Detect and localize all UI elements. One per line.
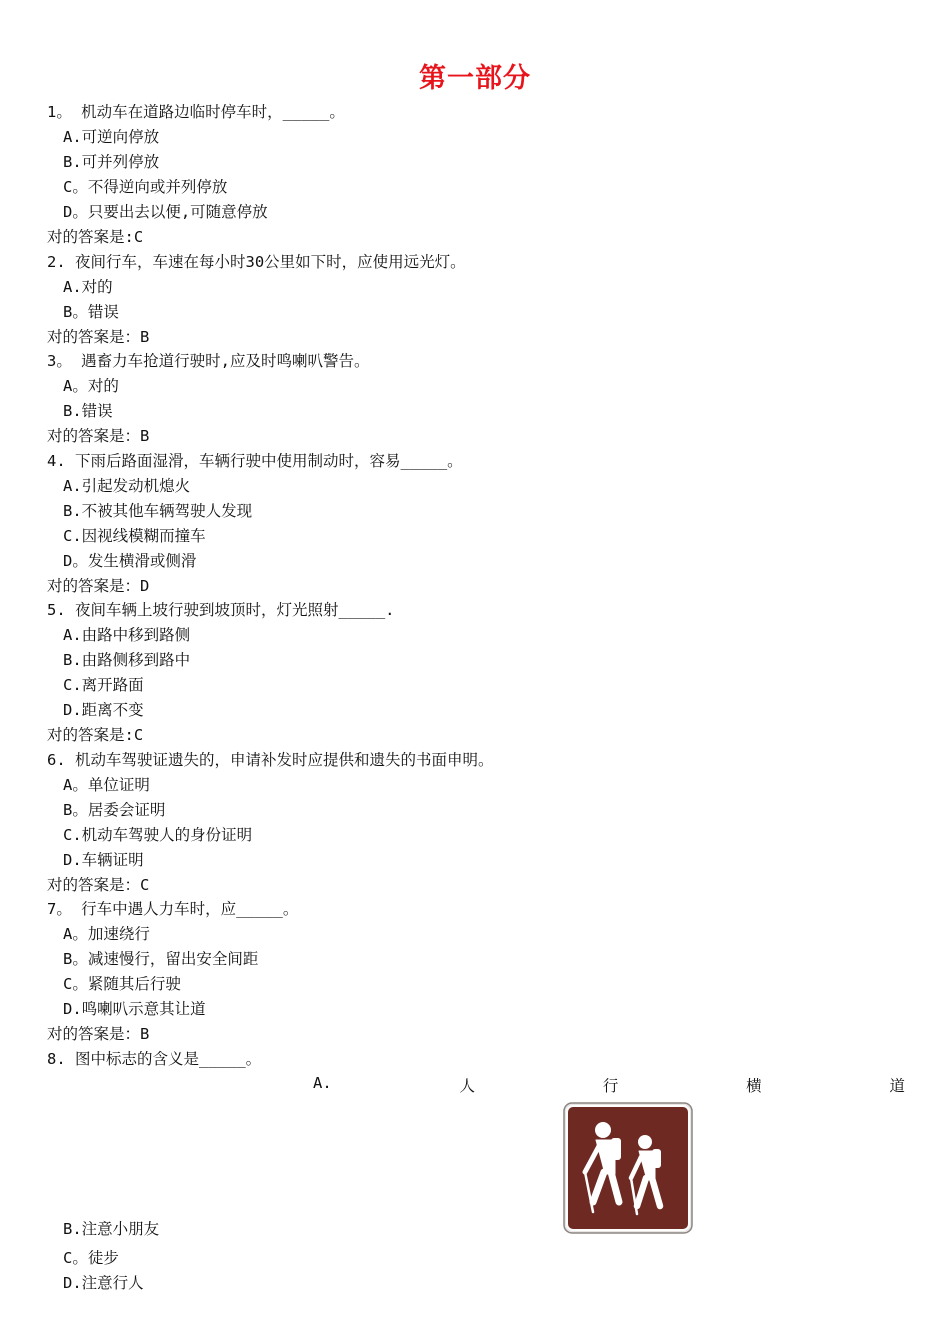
option-2b: B。错误 bbox=[63, 303, 119, 321]
option-5d: D.距离不变 bbox=[63, 701, 144, 719]
option-1a: A.可逆向停放 bbox=[63, 128, 160, 146]
option-8b: B.注意小朋友 bbox=[63, 1220, 160, 1238]
option-8a-part: A. bbox=[313, 1074, 332, 1092]
question-3: 3。 遇畜力车抢道行驶时,应及时鸣喇叭警告。 bbox=[47, 352, 370, 370]
question-8: 8. 图中标志的含义是_____。 bbox=[47, 1050, 262, 1068]
question-4: 4. 下雨后路面湿滑，车辆行驶中使用制动时，容易_____。 bbox=[47, 452, 463, 470]
option-8c: C。徒步 bbox=[63, 1249, 119, 1267]
option-3b: B.错误 bbox=[63, 402, 113, 420]
option-4d: D。发生横滑或侧滑 bbox=[63, 552, 197, 570]
answer-5: 对的答案是:C bbox=[47, 726, 144, 744]
question-5: 5. 夜间车辆上坡行驶到坡顶时，灯光照射_____. bbox=[47, 601, 395, 619]
option-4c: C.因视线模糊而撞车 bbox=[63, 527, 206, 545]
page-title: 第一部分 bbox=[419, 63, 531, 94]
answer-2: 对的答案是：B bbox=[47, 328, 150, 346]
question-1: 1。 机动车在道路边临时停车时，_____。 bbox=[47, 103, 345, 121]
hikers-icon bbox=[563, 1102, 693, 1234]
option-7d: D.鸣喇叭示意其让道 bbox=[63, 1000, 206, 1018]
option-1b: B.可并列停放 bbox=[63, 153, 160, 171]
option-1d: D。只要出去以便,可随意停放 bbox=[63, 203, 268, 221]
option-7b: B。减速慢行，留出安全间距 bbox=[63, 950, 259, 968]
option-6b: B。居委会证明 bbox=[63, 801, 166, 819]
option-8a bbox=[313, 1074, 905, 1094]
option-5a: A.由路中移到路侧 bbox=[63, 626, 191, 644]
question-2: 2. 夜间行车，车速在每小时30公里如下时，应使用远光灯。 bbox=[47, 253, 466, 271]
answer-6: 对的答案是：C bbox=[47, 876, 150, 894]
answer-7: 对的答案是：B bbox=[47, 1025, 150, 1043]
option-2a: A.对的 bbox=[63, 278, 113, 296]
question-7: 7。 行车中遇人力车时，应_____。 bbox=[47, 900, 299, 918]
option-8d: D.注意行人 bbox=[63, 1274, 144, 1292]
option-6c: C.机动车驾驶人的身份证明 bbox=[63, 826, 253, 844]
option-7a: A。加速绕行 bbox=[63, 925, 150, 943]
answer-3: 对的答案是：B bbox=[47, 427, 150, 445]
answer-4: 对的答案是：D bbox=[47, 577, 150, 595]
option-8a-part: 横 bbox=[746, 1077, 762, 1095]
option-5b: B.由路侧移到路中 bbox=[63, 651, 191, 669]
option-1c: C。不得逆向或并列停放 bbox=[63, 178, 228, 196]
question-6: 6. 机动车驾驶证遗失的，申请补发时应提供和遗失的书面申明。 bbox=[47, 751, 494, 769]
hikers-sign bbox=[563, 1102, 693, 1234]
option-6d: D.车辆证明 bbox=[63, 851, 144, 869]
option-8a-part: 人 bbox=[459, 1077, 475, 1095]
answer-1: 对的答案是:C bbox=[47, 228, 144, 246]
option-4a: A.引起发动机熄火 bbox=[63, 477, 191, 495]
option-7c: C。紧随其后行驶 bbox=[63, 975, 181, 993]
option-8a-part: 行 bbox=[602, 1077, 619, 1095]
option-8a-part: 道 bbox=[889, 1077, 905, 1095]
option-6a: A。单位证明 bbox=[63, 776, 150, 794]
option-4b: B.不被其他车辆驾驶人发现 bbox=[63, 502, 253, 520]
option-5c: C.离开路面 bbox=[63, 676, 144, 694]
option-3a: A。对的 bbox=[63, 377, 119, 395]
